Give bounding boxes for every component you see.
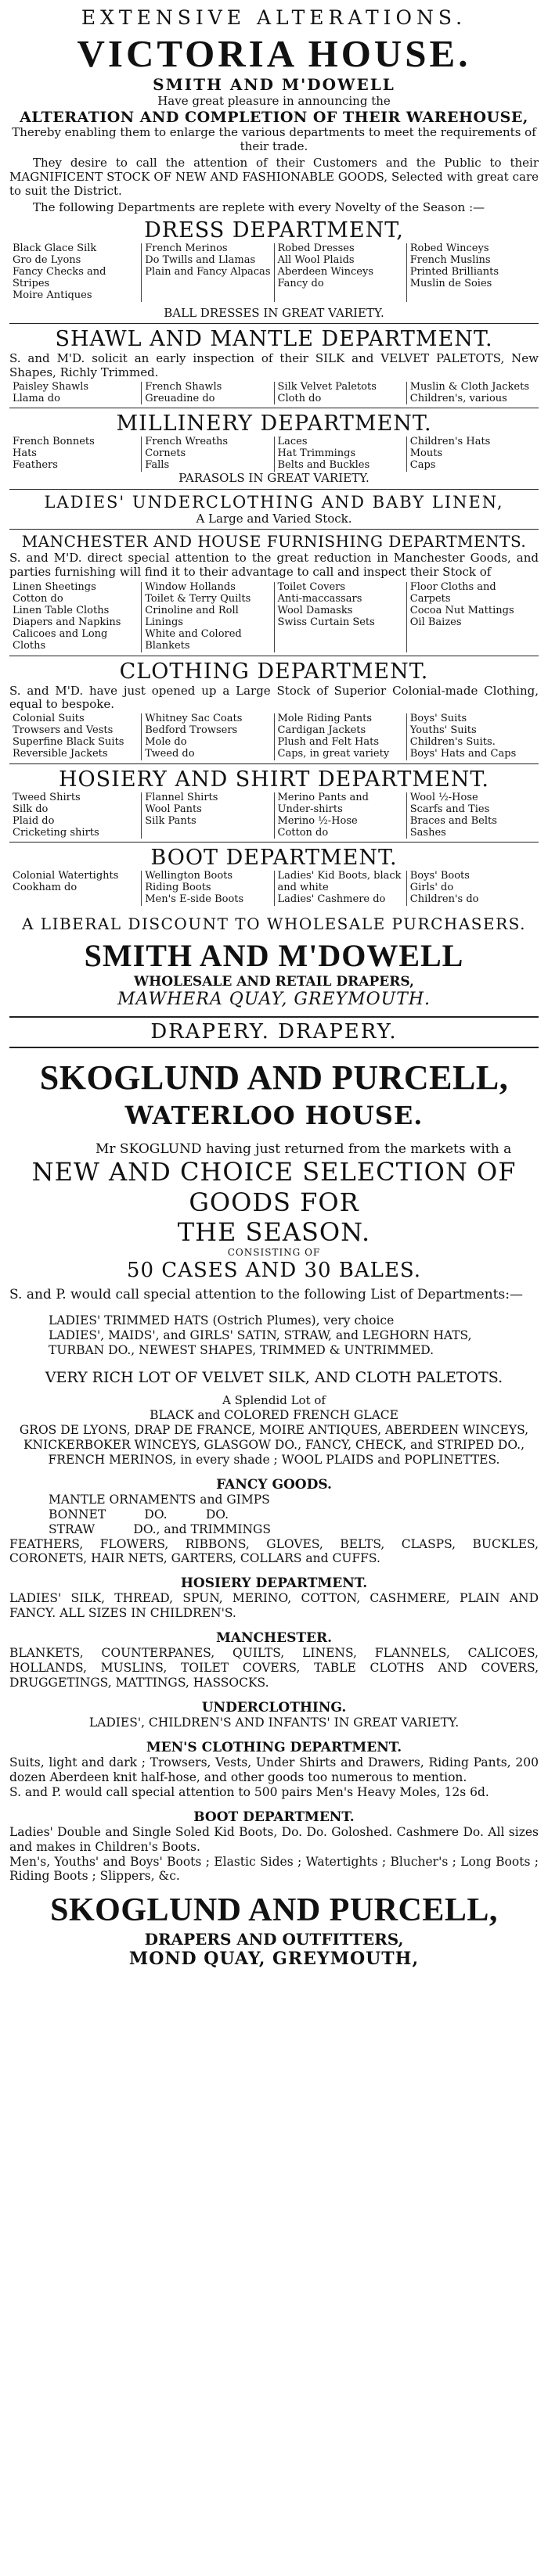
advert-divider [9,1016,539,1018]
millinery-col-2: French Wreaths Cornets Falls [141,437,273,472]
victoria-house-title: VICTORIA HOUSE. [77,31,471,75]
dress-col-1: Black Glace Silk Gro de Lyons Fancy Checks and Stripes Moire Antiques [13,242,106,301]
dress-col-3: Robed Dresses All Wool Plaids Aberdeen Winceys Fancy do [274,243,406,302]
wholesale-retail: WHOLESALE AND RETAIL DRAPERS, [134,973,414,990]
consisting-of: CONSISTING OF [227,1247,321,1259]
clothing-text: S. and M'D. have just opened up a Large Stock of Superior Colonial-made Clothing, equal to bespoke. [9,683,539,712]
hats-line-2: LADIES', MAIDS', and GIRLS' SATIN, STRAW, and LEGHORN HATS, [49,1328,472,1343]
millinery-col-4: Children's Hats Mouts Caps [406,437,539,472]
splendid-line-2: BLACK and COLORED FRENCH GLACE [150,1408,398,1423]
manchester-title: MANCHESTER. [215,1630,333,1647]
hosiery-col-4: Wool ½-Hose Scarfs and Ties Braces and Belts Sashes [406,792,539,839]
boot-title: BOOT DEPARTMENT. [193,1809,355,1825]
fancy-line-2: BONNET DO. DO. [49,1507,229,1522]
boot-columns [9,871,539,906]
shawl-col-4: Muslin & Cloth Jackets Children's, various [406,382,539,405]
liberal-discount: A LIBERAL DISCOUNT TO WHOLESALE PURCHASERS. [22,914,526,934]
dress-department-title: DRESS DEPARTMENT, [144,218,404,243]
mawhera-address: MAWHERA QUAY, GREYMOUTH. [117,989,431,1009]
millinery-col-1: French Bonnets Hats Feathers [13,436,95,472]
manchester-columns [9,582,539,652]
drapers-outfitters: DRAPERS AND OUTFITTERS, [144,1929,404,1949]
ball-dresses: BALL DRESSES IN GREAT VARIETY. [164,305,384,320]
manchester-text: BLANKETS, COUNTERPANES, QUILTS, LINENS, FLANNELS, CALICOES, HOLLANDS, MUSLINS, TOILET COVERS, TABLE CLOTHS AND COVERS, DRUGGETINGS, MATTINGS, HASSOCKS. [9,1646,539,1690]
shawl-col-1: Paisley Shawls Llama do [13,380,89,404]
hosiery-col-3: Merino Pants and Under-shirts Merino ½-Hose Cotton do [274,792,406,839]
parasols: PARASOLS IN GREAT VARIETY. [178,471,370,486]
victoria-house-advert [9,6,539,1010]
boot-text-2: Men's, Youths' and Boys' Boots ; Elastic Sides ; Watertights ; Blucher's ; Long Boots ; Riding Boots ; Slippers, &c. [9,1854,539,1884]
boot-col-4: Boys' Boots Girls' do Children's do [406,871,539,906]
clothing-col-1: Colonial Suits Trowsers and Vests Superfine Black Suits Reversible Jackets [13,713,124,760]
divider [9,489,539,490]
skoglund-title: SKOGLUND AND PURCELL, [39,1058,509,1097]
manchester-col-2: Window Hollands Toilet & Terry Quilts Crinoline and Roll Linings White and Colored Blankets [141,582,273,652]
shawl-text: S. and M'D. solicit an early inspection of their SILK and VELVET PALETOTS, New Shapes, Richly Trimmed. [9,351,539,379]
splendid-line-1: A Splendid Lot of [222,1393,326,1408]
intro-line-4: They desire to call the attention of their Customers and the Public to their MAGNIFICENT STOCK OF NEW AND FASHIONABLE GOODS, Selected with great care to suit the District. [9,156,539,198]
hosiery-title: HOSIERY DEPARTMENT. [180,1575,368,1592]
underclothing-text: LADIES', CHILDREN'S AND INFANTS' IN GREAT VARIETY. [88,1716,460,1730]
divider [9,1047,539,1048]
ladies-underclothing-title: LADIES' UNDERCLOTHING AND BABY LINEN, [44,492,504,512]
clothing-col-2: Whitney Sac Coats Bedford Trowsers Mole do Tweed do [141,713,273,760]
intro-line-2: ALTERATION AND COMPLETION OF THEIR WAREHOUSE, [20,108,528,126]
manchester-col-3: Toilet Covers Anti-maccassars Wool Damasks Swiss Curtain Sets [274,582,406,652]
manchester-text: S. and M'D. direct special attention to the great reduction in Manchester Goods, and parties furnishing will find it to their advantage to call and inspect their Stock of [9,550,539,579]
skoglund-footer: SKOGLUND AND PURCELL, [50,1892,498,1929]
skoglund-intro: Mr SKOGLUND having just returned from the markets with a [96,1141,512,1158]
boot-col-2: Wellington Boots Riding Boots Men's E-side Boots [141,871,273,906]
manchester-col-4: Floor Cloths and Carpets Cocoa Nut Mattings Oil Baizes [406,582,539,652]
shawl-department-title: SHAWL AND MANTLE DEPARTMENT. [55,327,493,352]
hats-line-3: TURBAN DO., NEWEST SHAPES, TRIMMED & UNTRIMMED. [49,1343,434,1358]
boot-department-title: BOOT DEPARTMENT. [150,846,398,871]
waterloo-house-title: WATERLOO HOUSE. [124,1100,424,1130]
fancy-line-1: MANTLE ORNAMENTS and GIMPS [49,1492,270,1507]
divider [9,529,539,530]
firm-name: SMITH AND M'DOWELL [153,75,395,95]
dress-col-4: Robed Winceys French Muslins Printed Brilliants Muslin de Soies [406,243,539,302]
clothing-col-4: Boys' Suits Youths' Suits Children's Suits. Boys' Hats and Caps [406,713,539,760]
hosiery-col-2: Flannel Shirts Wool Pants Silk Pants [141,792,273,839]
mens-clothing-text-2: S. and P. would call special attention to 500 pairs Men's Heavy Moles, 12s 6d. [9,1784,489,1799]
alterations-heading: EXTENSIVE ALTERATIONS. [81,6,467,29]
hosiery-columns [9,792,539,839]
drapery-heading: DRAPERY. DRAPERY. [150,1019,398,1044]
hosiery-text: LADIES' SILK, THREAD, SPUN, MERINO, COTTON, CASHMERE, PLAIN AND FANCY. ALL SIZES IN CHILDREN'S. [9,1591,539,1621]
boot-col-1: Colonial Watertights Cookham do [13,870,119,894]
mond-quay-address: MOND QUAY, GREYMOUTH, [128,1948,420,1969]
fancy-line-3: STRAW DO., and TRIMMINGS [49,1522,272,1536]
boot-col-3: Ladies' Kid Boots, black and white Ladies' Cashmere do [274,871,406,906]
fancy-goods-title: FANCY GOODS. [216,1476,332,1493]
attention-line: S. and P. would call special attention to the following List of Departments:— [9,1287,523,1303]
manchester-col-1: Linen Sheetings Cotton do Linen Table Cloths Diapers and Napkins Calicoes and Long Cloths [13,581,121,652]
hosiery-col-1: Tweed Shirts Silk do Plaid do Cricketing shirts [13,791,99,839]
fancy-line-4: FEATHERS, FLOWERS, RIBBONS, GLOVES, BELTS, CLASPS, BUCKLES, CORONETS, HAIR NETS, GARTERS, COLLARS and CUFFS. [9,1536,539,1566]
waterloo-house-advert [9,1020,539,1970]
splendid-line-3: GROS DE LYONS, DRAP DE FRANCE, MOIRE ANTIQUES, ABERDEEN WINCEYS, KNICKERBOKER WINCEYS, GLASGOW DO., FANCY, CHECK, and STRIPED DO., FRENCH MERINOS, in every shade ; WOOL PLAIDS and POPLINETTES. [19,1423,529,1467]
ladies-underclothing-sub: A Large and Varied Stock. [196,511,352,526]
shawl-col-2: French Shawls Greuadine do [141,382,273,405]
new-choice-line-1: NEW AND CHOICE SELECTION OF GOODS FOR [31,1157,517,1217]
shawl-col-3: Silk Velvet Paletots Cloth do [274,382,406,405]
hosiery-department-title: HOSIERY AND SHIRT DEPARTMENT. [59,767,489,792]
intro-line-3: Thereby enabling them to enlarge the various departments to meet the requirements of their trade. [12,125,536,153]
manchester-department-title: MANCHESTER AND HOUSE FURNISHING DEPARTMENTS. [21,532,527,551]
dress-col-2: French Merinos Do Twills and Llamas Plain and Fancy Alpacas [141,243,273,302]
intro-line-1: Have great pleasure in announcing the [157,93,391,108]
cases-and-bales: 50 CASES AND 30 BALES. [126,1258,422,1282]
dress-department-columns [9,243,539,302]
divider [9,763,539,764]
millinery-department-title: MILLINERY DEPARTMENT. [116,411,432,437]
intro-line-5: The following Departments are replete with every Novelty of the Season :— [33,200,485,215]
millinery-columns [9,437,539,472]
new-choice-line-2: THE SEASON. [177,1217,371,1248]
firm-name-footer: SMITH AND M'DOWELL [84,937,464,973]
mens-clothing-text: Suits, light and dark ; Trowsers, Vests, Under Shirts and Drawers, Riding Pants, 200 dozen Aberdeen knit half-hose, and other goods too numerous to mention. [9,1755,539,1784]
clothing-department-title: CLOTHING DEPARTMENT. [119,659,429,684]
mens-clothing-title: MEN'S CLOTHING DEPARTMENT. [146,1739,402,1755]
hats-line-1: LADIES' TRIMMED HATS (Ostrich Plumes), very choice [49,1313,395,1328]
shawl-columns [9,382,539,405]
millinery-col-3: Laces Hat Trimmings Belts and Buckles [274,437,406,472]
underclothing-title: UNDERCLOTHING. [201,1699,347,1716]
velvet-paletots: VERY RICH LOT OF VELVET SILK, AND CLOTH PALETOTS. [45,1369,503,1387]
clothing-columns [9,713,539,760]
boot-text: Ladies' Double and Single Soled Kid Boots, Do. Do. Goloshed. Cashmere Do. All sizes and makes in Children's Boots. [9,1824,539,1854]
clothing-col-3: Mole Riding Pants Cardigan Jackets Plush and Felt Hats Caps, in great variety [274,713,406,760]
divider [9,323,539,324]
